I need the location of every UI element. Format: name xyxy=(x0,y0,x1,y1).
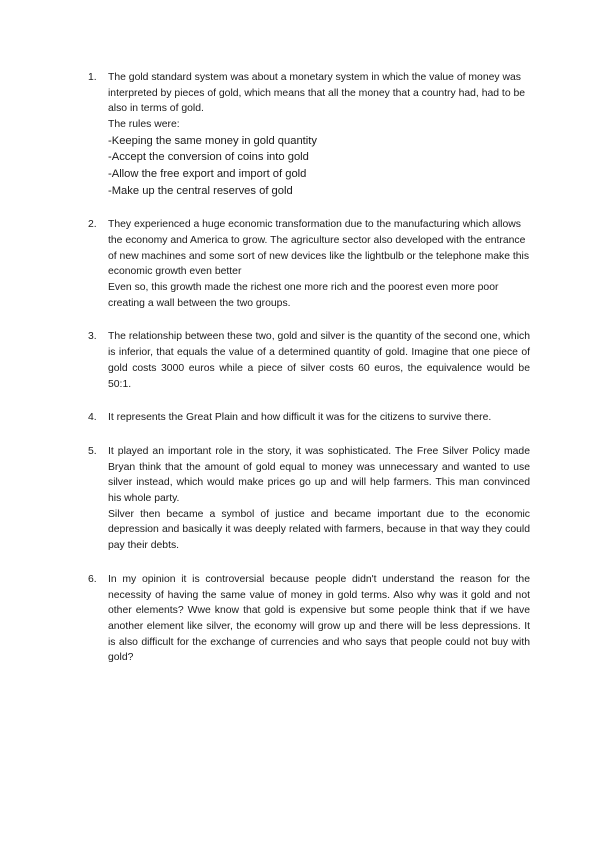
answer-paragraph: The gold standard system was about a monetary system in which the value of money was interpreted by pieces of gold, which means that all the money that a country had, had to be also in terms of gold. xyxy=(108,72,526,115)
answer-paragraph: It represents the Great Plain and how difficult it was for the citizens to survive there. xyxy=(108,412,492,424)
answer-body xyxy=(108,410,530,426)
answer-paragraph: The rules were: xyxy=(108,119,180,131)
rule-item: -Accept the conversion of coins into gold xyxy=(108,151,309,164)
answer-number: 4. xyxy=(88,412,97,424)
answer-paragraph: Even so, this growth made the richest one more rich and the poorest even more poor creating a wall between the two groups. xyxy=(108,282,499,309)
rule-item: -Keeping the same money in gold quantity xyxy=(108,134,317,147)
answer-body xyxy=(108,217,530,311)
answer-body xyxy=(108,70,530,199)
rule-item: -Make up the central reserves of gold xyxy=(108,184,293,197)
answer-body xyxy=(108,444,530,554)
answer-paragraph: The relationship between these two, gold and silver is the quantity of the second one, which is inferior, that equals the value of a determined quantity of gold. Imagine that one piece of gold costs 3000 euros while a piece of silver costs 60 euros, the equivalence would be 50:1. xyxy=(108,331,530,390)
answer-number: 2. xyxy=(88,219,97,231)
answer-paragraph: They experienced a huge economic transformation due to the manufacturing which allows the economy and America to grow. The agriculture sector also developed with the entrance of new machines and some sort of new devices like the lightbulb or the telephone make this economic growth even better xyxy=(108,219,530,278)
answer-number: 3. xyxy=(88,331,97,343)
rule-item: -Allow the free export and import of gold xyxy=(108,168,307,180)
answer-item-1 xyxy=(88,70,530,199)
answer-number: 1. xyxy=(88,72,97,83)
answer-item-5 xyxy=(88,444,530,554)
answer-paragraph: It played an important role in the story, it was sophisticated. The Free Silver Policy made Bryan think that the amount of gold equal to money was unnecessary and wanted to use silver instead, which would make prices go up and will help farmers. This man convinced his whole party. xyxy=(108,445,530,505)
answer-number: 5. xyxy=(88,445,97,457)
answer-number: 6. xyxy=(88,573,97,585)
answer-paragraph: In my opinion it is controversial because people didn't understand the reason for the necessity of having the same value of money in gold terms. Also why was it gold and not other elements? Wwe know that gold is expensive but some people think that if we have another element like silver, the economy will grow up and there will be less depressions. It is also difficult for the exchange of currencies and who says that people could not buy with gold? xyxy=(108,573,530,664)
answer-item-6 xyxy=(88,572,530,666)
answer-body xyxy=(108,329,530,392)
answer-paragraph: Silver then became a symbol of justice and became important due to the economic depression and basically it was deeply related with farmers, because in that way they could pay their debts. xyxy=(108,508,530,552)
answer-item-4 xyxy=(88,410,530,426)
answer-item-2 xyxy=(88,217,530,311)
rules-list xyxy=(108,133,530,199)
answer-body xyxy=(108,572,530,666)
answer-item-3 xyxy=(88,329,530,392)
answer-list xyxy=(88,70,530,684)
